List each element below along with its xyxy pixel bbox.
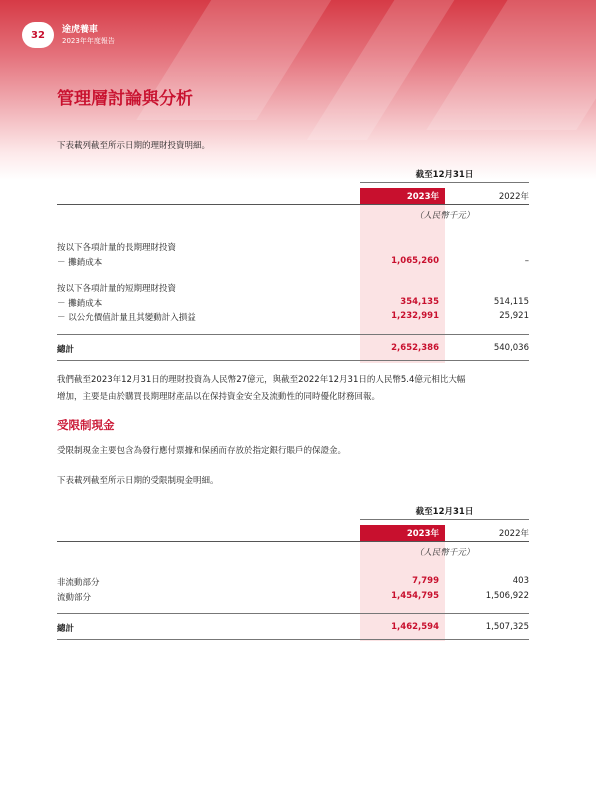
table2-unit: （人民幣千元） [414,548,475,558]
table2-period-header: 截至12月31日 [415,507,474,517]
table-row [57,282,529,296]
table1-col-2022: 2022年 [498,192,529,202]
table-row [57,241,529,255]
row-label: 按以下各項計量的短期理財投資 [57,284,177,294]
section-title: 管理層討論與分析 [57,89,193,109]
row-label: 流動部分 [57,593,92,603]
wealth-investment-table [57,168,529,363]
table1-unit: （人民幣千元） [414,211,475,221]
total-2022: 540,036 [493,343,529,353]
value-2022: 25,921 [499,311,529,321]
total-2023: 2,652,386 [391,343,439,353]
value-2023: 1,065,260 [391,256,439,266]
analysis-line-1: 我們截至2023年12月31日的理財投資為人民幣27億元，與截至2022年12月31日的人民幣5.4億元相比大幅 [57,375,466,385]
table1-period-header: 截至12月31日 [415,170,474,180]
table-row [57,576,529,590]
table-total-row [57,622,529,636]
table-row [57,591,529,605]
total-label: 總計 [57,345,75,355]
value-2023: 7,799 [412,576,439,586]
table2-col-2022: 2022年 [498,529,529,539]
table-row [57,297,529,311]
wealth-intro: 下表載列截至所示日期的理財投資明細。 [57,141,211,151]
value-2022: 403 [512,576,529,586]
restricted-cash-desc: 受限制現金主要包含為發行應付票據和保函而存放於指定銀行賬戶的保證金。 [57,446,347,456]
row-label: － 攤銷成本 [57,258,103,268]
table2-col-2023: 2023年 [360,525,445,541]
total-2022: 1,507,325 [485,622,529,632]
value-2022: 514,115 [493,297,529,307]
row-label: 非流動部分 [57,578,100,588]
company-name: 途虎養車 [62,25,99,35]
table-row [57,311,529,325]
report-header [62,25,115,46]
value-2023: 1,232,991 [391,311,439,321]
total-2023: 1,462,594 [391,622,439,632]
value-2023: 1,454,795 [391,591,439,601]
total-label: 總計 [57,624,75,634]
row-label: － 以公允價值計量且其變動計入損益 [57,313,196,323]
restricted-cash-table [57,505,529,641]
page-number-badge: 32 [22,22,54,48]
restricted-cash-heading: 受限制現金 [57,418,115,432]
table-total-row [57,343,529,357]
restricted-cash-intro: 下表載列截至所示日期的受限制現金明細。 [57,476,219,486]
analysis-line-2: 增加，主要是由於購買長期理財產品以在保持資金安全及流動性的同時優化財務回報。 [57,392,381,402]
table1-col-2023: 2023年 [360,188,445,204]
value-2022: – [524,256,529,266]
table-row [57,256,529,270]
row-label: 按以下各項計量的長期理財投資 [57,243,177,253]
report-name: 2023年年度報告 [62,37,115,45]
value-2022: 1,506,922 [485,591,529,601]
row-label: － 攤銷成本 [57,299,103,309]
value-2023: 354,135 [400,297,439,307]
